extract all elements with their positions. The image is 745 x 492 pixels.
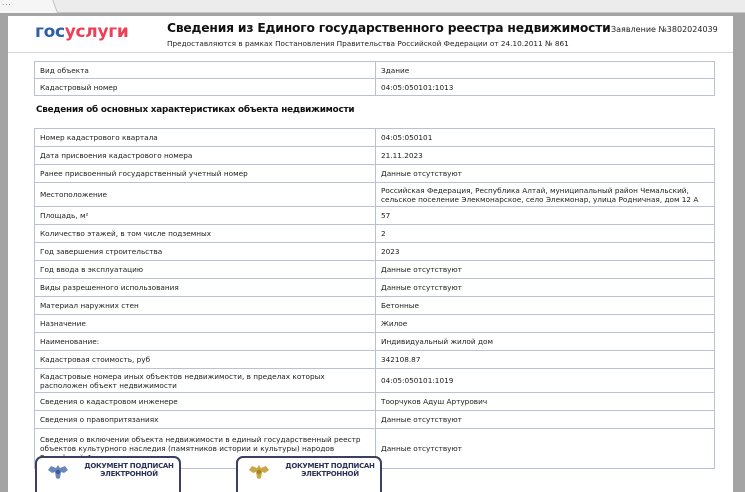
row-value: Данные отсутствуют [376, 261, 715, 279]
stamp-line-2: ЭЛЕКТРОННОЙ [301, 470, 359, 478]
stamp-line-1: ДОКУМЕНТ ПОДПИСАН [285, 462, 375, 470]
row-value: 21.11.2023 [376, 147, 715, 165]
row-key: Количество этажей, в том числе подземных [35, 225, 376, 243]
row-key: Кадастровая стоимость, руб [35, 351, 376, 369]
row-value: Тоорчуков Адуш Артурович [376, 393, 715, 411]
table-row [35, 333, 715, 351]
stamp-line-2: ЭЛЕКТРОННОЙ [100, 470, 158, 478]
logo-part-uslugi: услуги [64, 22, 129, 42]
e-signature-stamp [35, 456, 181, 492]
browser-tab-bar [0, 0, 745, 13]
row-key: Наименование: [35, 333, 376, 351]
e-signature-stamp [236, 456, 382, 492]
row-key: Ранее присвоенный государственный учетный номер [35, 165, 376, 183]
row-key: Вид объекта [35, 62, 376, 79]
document-title: Сведения из Единого государственного реестра недвижимости [167, 21, 611, 35]
table-row [35, 351, 715, 369]
row-key: Площадь, м² [35, 207, 376, 225]
section-title: Сведения об основных характеристиках объекта недвижимости [36, 105, 355, 115]
table-row [35, 183, 715, 207]
row-value: 342108.87 [376, 351, 715, 369]
row-value: Бетонные [376, 297, 715, 315]
row-key: Виды разрешенного использования [35, 279, 376, 297]
table-row [35, 243, 715, 261]
table-row [35, 165, 715, 183]
table-row [35, 297, 715, 315]
row-key: Материал наружних стен [35, 297, 376, 315]
stamp-text [280, 462, 380, 478]
table-row [35, 79, 715, 96]
row-value: Данные отсутствуют [376, 165, 715, 183]
table-row [35, 315, 715, 333]
row-value: Данные отсутствуют [376, 411, 715, 429]
row-key: Год ввода в эксплуатацию [35, 261, 376, 279]
stamp-line-1: ДОКУМЕНТ ПОДПИСАН [84, 462, 174, 470]
row-value: 2 [376, 225, 715, 243]
row-key: Дата присвоения кадастрового номера [35, 147, 376, 165]
characteristics-table [34, 128, 715, 469]
header-divider [8, 52, 733, 53]
tab-label: ... [2, 0, 12, 7]
table-row [35, 279, 715, 297]
table-row [35, 369, 715, 393]
document-page [8, 16, 733, 492]
row-value: 2023 [376, 243, 715, 261]
row-key: Кадастровый номер [35, 79, 376, 96]
object-table [34, 61, 715, 96]
row-value: Данные отсутствуют [376, 279, 715, 297]
row-key: Сведения о кадастровом инженере [35, 393, 376, 411]
document-subtitle: Предоставляются в рамках Постановления Правительства Российской Федерации от 24.10.2011 № 861 [167, 39, 569, 48]
row-value: Российская Федерация, Республика Алтай, муниципальный район Чемальский, сельское поселение Элекмонарское, село Элекмонар, улица Родничная, дом 12 А [376, 183, 715, 207]
table-row [35, 129, 715, 147]
gosuslugi-logo [35, 22, 128, 42]
double-headed-eagle-icon [47, 464, 69, 480]
row-key: Местоположение [35, 183, 376, 207]
row-value: 57 [376, 207, 715, 225]
table-row [35, 225, 715, 243]
coat-of-arms-icon [248, 464, 270, 480]
table-row [35, 261, 715, 279]
row-value: Данные отсутствуют [376, 429, 715, 469]
table-row [35, 207, 715, 225]
row-value: 04:05:050101 [376, 129, 715, 147]
row-key: Год завершения строительства [35, 243, 376, 261]
table-row [35, 411, 715, 429]
row-value: Жилое [376, 315, 715, 333]
row-key: Сведения о правопритязаниях [35, 411, 376, 429]
stamp-text [79, 462, 179, 478]
logo-part-gos: гос [35, 22, 65, 42]
row-value: Индивидуальный жилой дом [376, 333, 715, 351]
statement-number: Заявление №3802024039 [611, 25, 718, 34]
table-row [35, 62, 715, 79]
row-key: Сведения о включении объекта недвижимости в единый государственный реестр объектов культурного наследия (памятников истории и культуры) народов [35, 429, 376, 469]
row-value: 04:05:050101:1019 [376, 369, 715, 393]
row-key: Назначение [35, 315, 376, 333]
table-row [35, 147, 715, 165]
table-row [35, 393, 715, 411]
row-key: Номер кадастрового квартала [35, 129, 376, 147]
row-value: 04:05:050101:1013 [376, 79, 715, 96]
row-value: Здание [376, 62, 715, 79]
row-key: Кадастровые номера иных объектов недвижимости, в пределах которых расположен объект недвижимости [35, 369, 376, 393]
